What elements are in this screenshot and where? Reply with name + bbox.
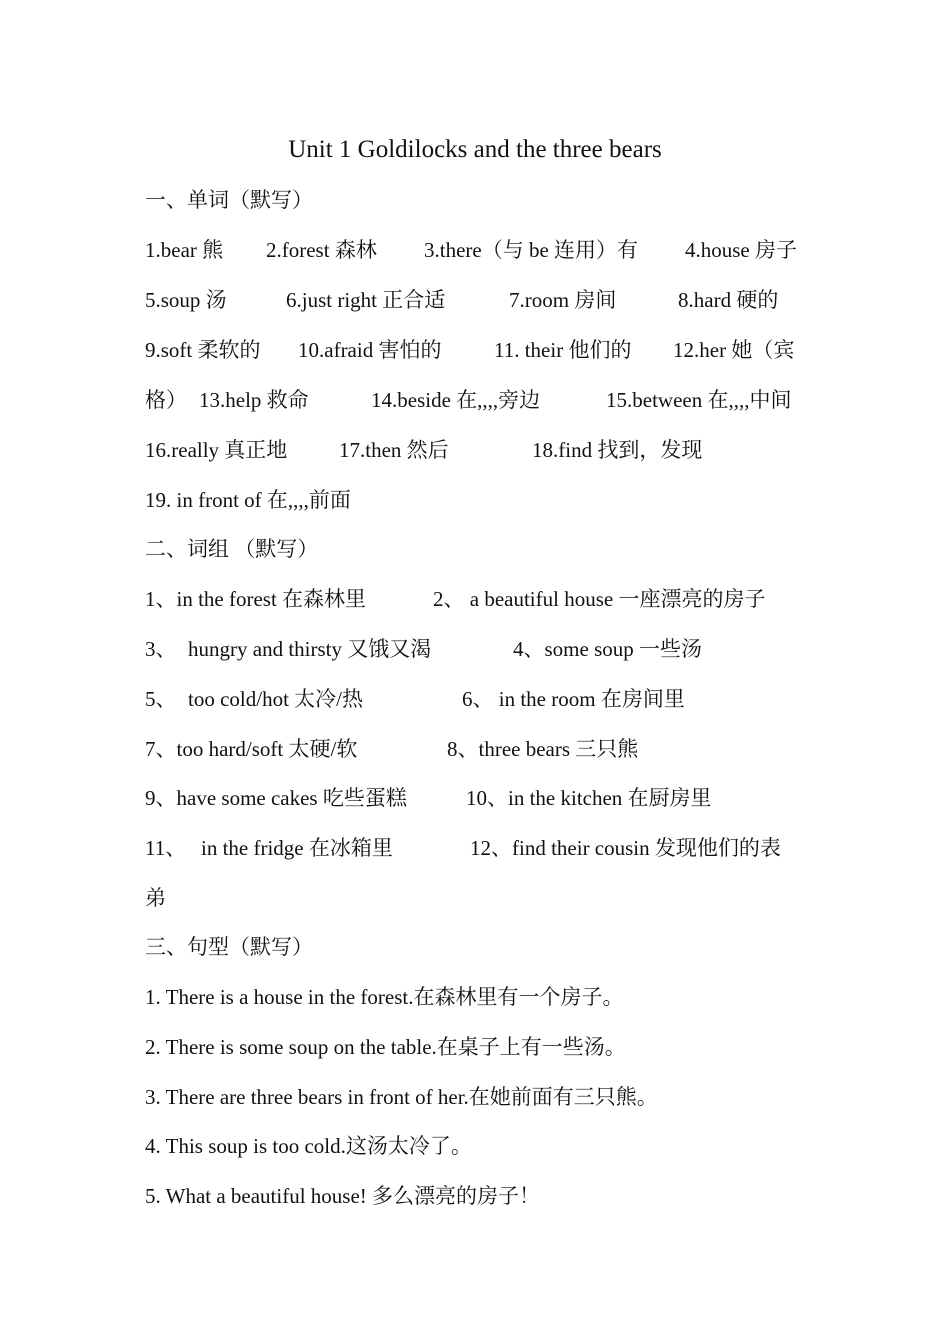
phrase-item: hungry and thirsty 又饿又渴 (188, 637, 432, 661)
word-item: 9.soft 柔软的 (145, 338, 261, 362)
phrase-item: in the fridge 在冰箱里 (201, 836, 393, 860)
phrase-item: 7、too hard/soft 太硬/软 (145, 737, 358, 761)
sentence-line-5: 5. What a beautiful house! 多么漂亮的房子！ (145, 1184, 541, 1208)
phrase-item: 9、have some cakes 吃些蛋糕 (145, 786, 407, 810)
phrase-number: 5、 (145, 687, 177, 711)
word-item: 3.there（与 be 连用）有 (424, 238, 639, 262)
phrase-item: 8、three bears 三只熊 (447, 737, 639, 761)
word-item: 1.bear 熊 (145, 238, 224, 262)
word-item: 2.forest 森林 (266, 238, 377, 262)
word-item: 6.just right 正合适 (286, 288, 446, 312)
document-title: Unit 1 Goldilocks and the three bears (288, 136, 662, 163)
section3-heading: 三、句型（默写） (145, 935, 313, 959)
phrase-item: 1、in the forest 在森林里 (145, 587, 367, 611)
word-item: 7.room 房间 (509, 288, 617, 312)
word-item: 19. in front of 在,,,,前面 (145, 488, 351, 512)
word-item: 14.beside 在,,,,旁边 (371, 388, 541, 412)
phrase-item: 弟 (145, 886, 166, 910)
section1-heading: 一、单词（默写） (145, 188, 313, 212)
word-item: 16.really 真正地 (145, 438, 288, 462)
word-item: 15.between 在,,,,中间 (606, 388, 792, 412)
phrase-item: too cold/hot 太冷/热 (188, 687, 363, 711)
word-item: 10.afraid 害怕的 (298, 338, 442, 362)
phrase-item: 2、 a beautiful house 一座漂亮的房子 (433, 587, 766, 611)
word-item: 4.house 房子 (685, 238, 797, 262)
word-item: 11. their 他们的 (494, 338, 632, 362)
sentence-line-3: 3. There are three bears in front of her.在她前面有三只熊。 (145, 1085, 658, 1109)
word-item: 12.her 她（宾 (673, 338, 795, 362)
sentence-line-1: 1. There is a house in the forest.在森林里有一个房子。 (145, 985, 624, 1009)
word-item: 13.help 救命 (199, 388, 309, 412)
phrase-item: 10、in the kitchen 在厨房里 (466, 786, 712, 810)
sentence-line-4: 4. This soup is too cold.这汤太冷了。 (145, 1134, 472, 1158)
phrase-number: 11、 (145, 836, 187, 860)
phrase-item: 4、some soup 一些汤 (513, 637, 702, 661)
section2-heading: 二、词组 （默写） (145, 537, 319, 561)
phrase-item: 6、 in the room 在房间里 (462, 687, 685, 711)
sentence-line-2: 2. There is some soup on the table.在桌子上有一些汤。 (145, 1035, 626, 1059)
phrase-item: 12、find their cousin 发现他们的表 (470, 836, 781, 860)
word-item: 18.find 找到，发现 (532, 438, 703, 462)
phrase-number: 3、 (145, 637, 177, 661)
word-item: 17.then 然后 (339, 438, 449, 462)
word-item: 5.soup 汤 (145, 288, 227, 312)
word-item: 8.hard 硬的 (678, 288, 779, 312)
word-item: 格） (145, 388, 187, 412)
